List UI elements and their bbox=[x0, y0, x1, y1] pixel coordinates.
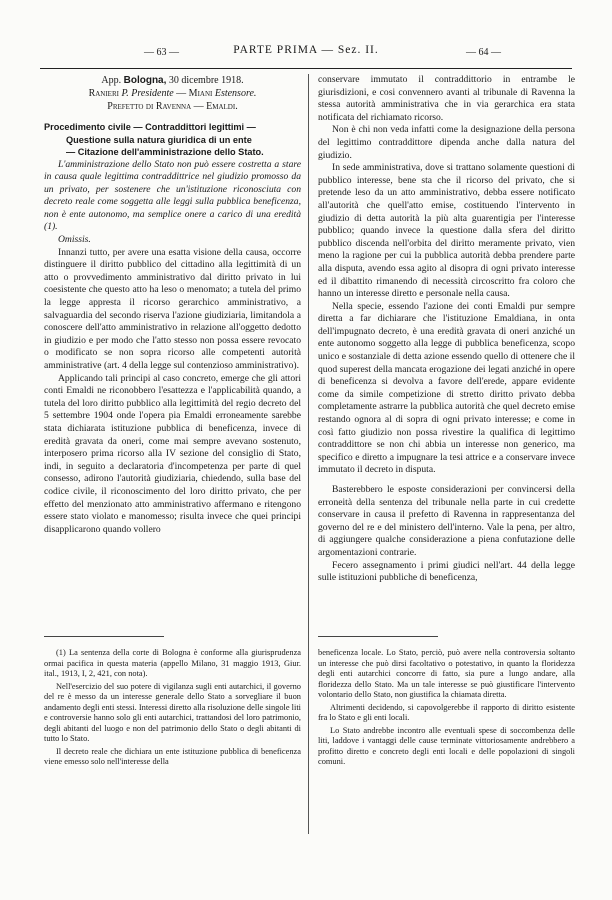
footnote-rule bbox=[44, 636, 164, 637]
page-number-left: — 63 — bbox=[144, 47, 179, 58]
footnote: Nell'esercizio del suo potere di vigilanza sugli enti autarchici, il governo del re è messo da un interesse generale dello Stato a sorvegliare il buon andamento degli enti stessi. Interessi diretto alla risoluzione delle singole liti e controversie hanno solo gli enti autarchici, trattandosi del loro patrimonio, degli abitanti del luogo e non del patrimonio dello Stato o degli abitanti di tutto lo Stato. bbox=[44, 681, 301, 743]
footnote: beneficenza locale. Lo Stato, perciò, può avere nella controversia soltanto un interesse che può dirsi facoltativo o potestativo, in quanto la floridezza degli enti autarchici concorre di fatto, sia pure a lungo andare, alla floridezza dello Stato. Ma un tale interesse se può giustificare l'intervento volontario dello Stato, non giustifica la chiamata diretta. bbox=[318, 648, 575, 699]
subject-heading: — Citazione dell'amministrazione dello Stato. bbox=[66, 147, 264, 157]
column-divider bbox=[308, 74, 309, 834]
subject-heading: Procedimento civile — Contraddittori legittimi — bbox=[44, 122, 256, 132]
case-judges: Ranieri P. Presidente — Miani Estensore. bbox=[88, 88, 257, 99]
page-number-right: — 64 — bbox=[466, 47, 501, 58]
footnote: Altrimenti decidendo, si capovolgerebbe il rapporto di diritto esistente fra lo Stato e gli enti locali. bbox=[318, 702, 575, 722]
body-paragraph: Basterebbero le esposte considerazioni per convincersi della erroneità della sentenza del tribunale nella parte in cui credette conservare in causa il prefetto di Ravenna in rappresentanza del governo del re e del ministero dell'interno. Vale la pena, per altro, di aggiungere qualche considerazione a piena confutazione delle argomentazioni contrarie. bbox=[318, 484, 575, 558]
subject-heading: Questione sulla natura giuridica di un ente bbox=[66, 134, 252, 145]
body-paragraph: In sede amministrativa, dove si trattano solamente questioni di pubblico interesse, bene sta che il ricorso del privato, che si pretende leso da un atto amministrativo, debba essere notificato all'autorità che quell'atto emise, costituendo l'intervento in giudizio di detta autorità la più alta guarentigia per l'interesse pubblico; quando invece la questione dalla sfera del diritto pubblico discenda nell'orbita del diritto meramente privato, vien meno la ragione per cui la pubblica autorità debba prendere parte alla disputa, avendo essa agito al disopra di ogni privato interesse ed il dibattito rimanendo di necessità circoscritto fra coloro che hanno un interesse diretto e personale nella causa. bbox=[318, 162, 575, 300]
case-citation: App. Bologna, 30 dicembre 1918. bbox=[101, 75, 244, 86]
footnote: Il decreto reale che dichiara un ente istituzione pubblica di beneficenza viene emesso solo nell'interesse della bbox=[44, 746, 301, 766]
omissis-label: Omissis. bbox=[58, 234, 91, 246]
court-city: Bologna, bbox=[123, 75, 167, 86]
body-paragraph: Innanzi tutto, per avere una esatta visione della causa, occorre distinguere il diritto pubblico del cittadino alla legittimità di un atto o provvedimento amministrativo dal diritto privato in lui coesistente che questo atto ha leso o menomato; a tutela del primo la legge appresta il ricorso gerarchico amministrativo, a salvaguardia del secondo riserva l'azione giudiziaria, limitandola a conoscere dell'atto amministrativo in relazione all'oggetto dedotto in giudizio e per modo che l'atto stesso non possa essere revocato o modificato se non sopra ricorso alle competenti autorità amministrative (art. 4 della legge sul contenzioso amministrativo). bbox=[44, 246, 301, 371]
footnotes-left bbox=[44, 648, 301, 888]
decision-date: 30 dicembre 1918. bbox=[168, 75, 244, 86]
body-paragraph: Applicando tali principi al caso concreto, emerge che gli attori conti Emaldi ne riconobbero l'esattezza e l'applicabilità quando, a tutela del loro diritto pubblico alla legittimità del regio decreto del 5 settembre 1904 onde l'opera pia Emaldi erroneamente sarebbe stata dichiarata istituzione pubblica di beneficenza, invece di eredità gravata da oneri, come mai sempre avevano sostenuto, interposero prima ricorso alla IV sezione del consiglio di Stato, indi, in seguito a declaratoria d'incompetenza per parte di quel consesso, adirono l'autorità giudiziaria, chiedendo, sulla base del codice civile, il riconoscimento del loro diritto privato, che per effetto del menzionato atto amministrativo affermano e ritengono essere stato violato e manomesso; risulta invece che quei principi disapplicarono quando vollero bbox=[44, 372, 301, 535]
page-header bbox=[40, 44, 572, 64]
footnote: (1) La sentenza della corte di Bologna è conforme alla giurisprudenza ormai pacifica in questa materia (appello Milano, 31 maggio 1913, Giur. ital., 1913, I, 2, 421, con nota). bbox=[44, 648, 301, 678]
body-paragraph: conservare immutato il contraddittorio in entrambe le giurisdizioni, e cosi convennero avanti al tribunale di Ravenna la stessa autorità amministrativa che in via gerarchica era stata notificata del richiamato ricorso. bbox=[318, 74, 575, 123]
case-parties: Prefetto di Ravenna — Emaldi. bbox=[107, 101, 238, 112]
legal-maxim: L'amministrazione dello Stato non può essere costretta a stare in causa quale legittima contraddittrice nel giudizio promosso da un privato, per sostenere che un'istituzione riconosciuta con decreto reale come soggetta alle leggi sulla pubblica beneficenza, non è ente autonomo, ma semplice onere a carico di una eredità (1). bbox=[44, 158, 301, 233]
body-paragraph: Fecero assegnamento i primi giudici nell'art. 44 della legge sulle istituzioni pubbliche di beneficenza, bbox=[318, 559, 575, 584]
footnotes-right bbox=[318, 648, 575, 888]
header-rule bbox=[40, 68, 572, 69]
footnote: Lo Stato andrebbe incontro alle eventuali spese di soccombenza delle liti, laddove i vantaggi delle cause terminate vittoriosamente andrebbero a profitto diretto e concreto degli enti locali e delle popolazioni di singoli comuni. bbox=[318, 725, 575, 766]
body-paragraph: Non è chi non veda infatti come la designazione della persona del legittimo contraddittore dipenda anche dalla natura del giudizio. bbox=[318, 124, 575, 161]
body-paragraph: Nella specie, essendo l'azione dei conti Emaldi pur sempre diretta a far dichiarare che l'istituzione Emaldiana, in onta dell'impugnato decreto, è una eredità gravata di oneri anziché un ente autonomo soggetto alla legge di pubblica beneficenza, scopo unico e sostanziale di detta azione essendo quello di ottenere che il quod superest della mancata erogazione dei legati anziché in opere di beneficenza si devolva a favore dell'erede, appare evidente come da simile competizione di stretto diritto privato debba completamente astrarre la pubblica autorità che quel decreto emise restando ognora al di sopra di ogni privato interesse; e come in così fatto giudizio non possa rivestire la qualifica di legittimo contraddittore se non chi abbia un interesse non generico, ma specifico e diretto a impugnare la tesi attrice e a conservare invece immutato il decreto in disputa. bbox=[318, 300, 575, 476]
running-title: PARTE PRIMA — Sez. II. bbox=[233, 44, 379, 56]
footnote-rule bbox=[318, 636, 438, 637]
